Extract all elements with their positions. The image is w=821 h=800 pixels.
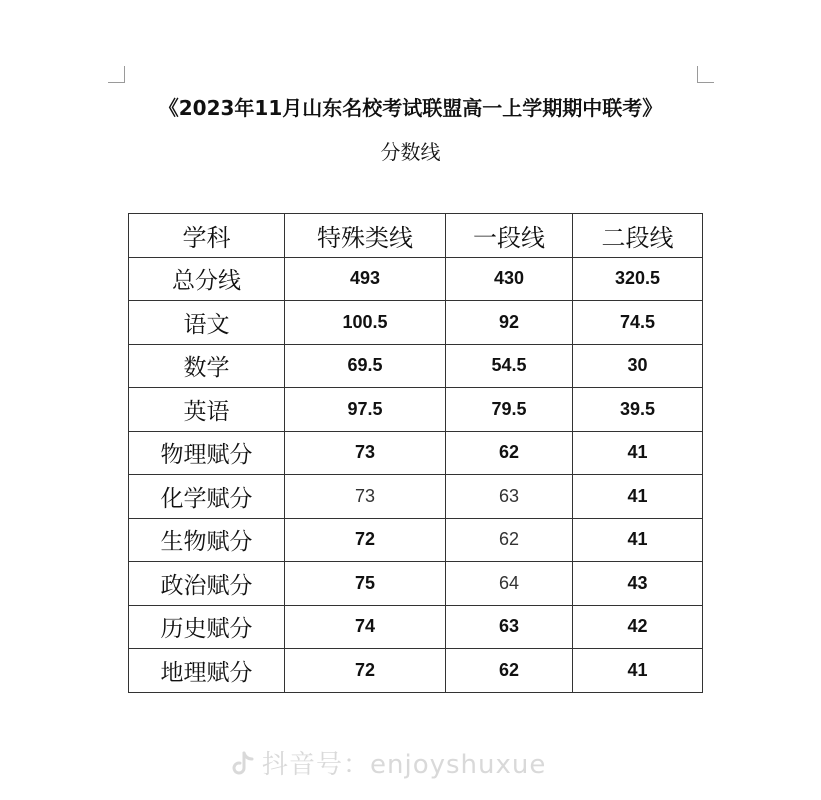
special-line-value: 75 xyxy=(285,562,446,606)
subject-cell: 语文 xyxy=(129,301,285,345)
special-line-value: 69.5 xyxy=(285,344,446,388)
second-tier-value: 41 xyxy=(573,649,703,693)
subject-cell: 生物赋分 xyxy=(129,518,285,562)
first-tier-value: 62 xyxy=(446,431,573,475)
subject-cell: 化学赋分 xyxy=(129,475,285,519)
score-line-table xyxy=(128,213,703,693)
first-tier-value: 54.5 xyxy=(446,344,573,388)
table-row xyxy=(129,649,703,693)
table-row xyxy=(129,257,703,301)
first-tier-value: 62 xyxy=(446,518,573,562)
special-line-value: 100.5 xyxy=(285,301,446,345)
document-subtitle: 分数线 xyxy=(380,140,441,164)
document-title: 《2023年11月山东名校考试联盟高一上学期期中联考》 xyxy=(158,96,663,120)
first-tier-value: 62 xyxy=(446,649,573,693)
first-tier-value: 92 xyxy=(446,301,573,345)
special-line-value: 73 xyxy=(285,475,446,519)
special-line-value: 493 xyxy=(285,257,446,301)
table-row xyxy=(129,475,703,519)
subject-cell: 英语 xyxy=(129,388,285,432)
table-body xyxy=(129,257,703,692)
special-line-value: 97.5 xyxy=(285,388,446,432)
watermark xyxy=(232,744,546,781)
header-special-line: 特殊类线 xyxy=(285,214,446,258)
second-tier-value: 41 xyxy=(573,518,703,562)
special-line-value: 72 xyxy=(285,518,446,562)
header-first-tier-line: 一段线 xyxy=(446,214,573,258)
first-tier-value: 430 xyxy=(446,257,573,301)
second-tier-value: 41 xyxy=(573,475,703,519)
second-tier-value: 30 xyxy=(573,344,703,388)
page-corner-mark-top-left xyxy=(108,66,125,83)
first-tier-value: 63 xyxy=(446,475,573,519)
first-tier-value: 79.5 xyxy=(446,388,573,432)
table-row xyxy=(129,344,703,388)
watermark-text: 抖音号：enjoyshuxue xyxy=(262,750,547,780)
table-row xyxy=(129,301,703,345)
table-row xyxy=(129,518,703,562)
second-tier-value: 41 xyxy=(573,431,703,475)
table-header-row xyxy=(129,214,703,258)
subject-cell: 政治赋分 xyxy=(129,562,285,606)
second-tier-value: 43 xyxy=(573,562,703,606)
second-tier-value: 320.5 xyxy=(573,257,703,301)
special-line-value: 72 xyxy=(285,649,446,693)
table-row xyxy=(129,605,703,649)
subject-cell: 物理赋分 xyxy=(129,431,285,475)
special-line-value: 73 xyxy=(285,431,446,475)
table-row xyxy=(129,562,703,606)
subject-cell: 总分线 xyxy=(129,257,285,301)
second-tier-value: 42 xyxy=(573,605,703,649)
second-tier-value: 74.5 xyxy=(573,301,703,345)
table-row xyxy=(129,431,703,475)
first-tier-value: 64 xyxy=(446,562,573,606)
table-row xyxy=(129,388,703,432)
header-second-tier-line: 二段线 xyxy=(573,214,703,258)
first-tier-value: 63 xyxy=(446,605,573,649)
header-subject: 学科 xyxy=(129,214,285,258)
second-tier-value: 39.5 xyxy=(573,388,703,432)
page-corner-mark-top-right xyxy=(697,66,714,83)
subject-cell: 历史赋分 xyxy=(129,605,285,649)
special-line-value: 74 xyxy=(285,605,446,649)
subject-cell: 数学 xyxy=(129,344,285,388)
tiktok-note-icon xyxy=(232,751,254,777)
subject-cell: 地理赋分 xyxy=(129,649,285,693)
